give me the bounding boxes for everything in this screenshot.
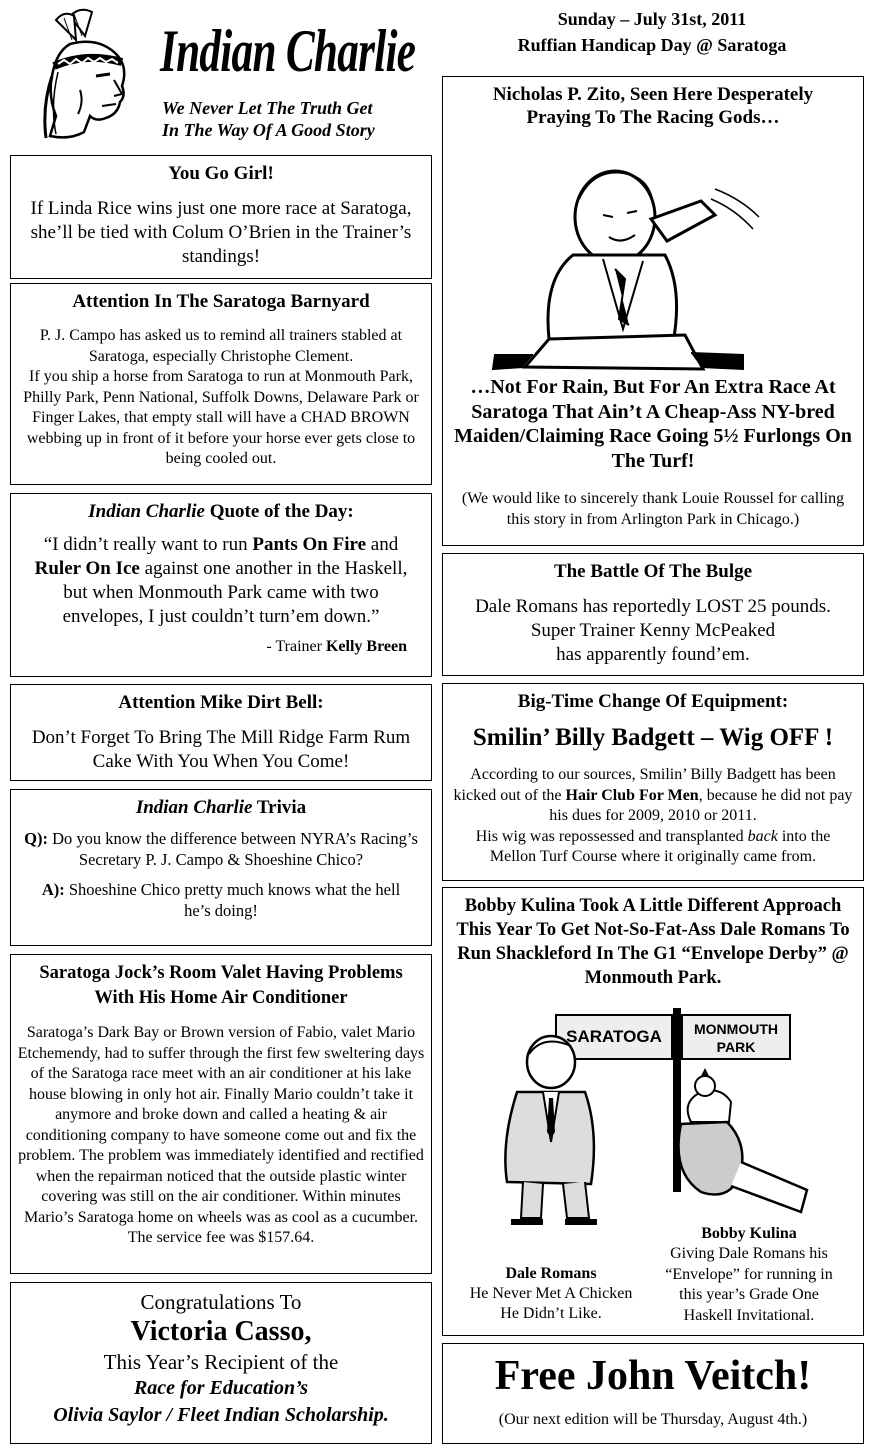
sign-monmouth-line2: PARK [716,1039,756,1055]
congrats-line1: Congratulations To [140,1290,302,1314]
badgett-body-3: His wig was repossessed and transplanted [475,827,748,845]
masthead-title: Indian Charlie [160,18,416,84]
trivia-a-label: A): [41,880,65,899]
quote-part1: “I didn’t really want to run [43,534,253,555]
issue-date: Sunday – July 31st, 2011 [557,9,747,29]
quote-attribution-name: Kelly Breen [325,638,407,655]
bulge-line3: has apparently found’em. [556,644,750,665]
congrats-line5: Olivia Saylor / Fleet Indian Scholarship. [53,1404,389,1426]
badgett-body-wig [451,827,855,868]
dale-romans-figure [481,1032,631,1232]
kulina-cartoon [451,1002,855,1232]
veitch-box [442,1343,864,1444]
quote-horse-1: Pants On Fire [252,534,367,555]
masthead-motto-line1: We Never Let The Truth Get [162,98,373,118]
sign-saratoga-label: SARATOGA [566,1027,662,1046]
barnyard-box [10,283,432,485]
quote-part3: against one another in the Haskell, but when Monmouth Park came with two envelopes, I just couldn’t turn’em down.” [62,558,408,627]
quote-title-italic: Indian Charlie [88,501,205,522]
sign-monmouth [681,1014,791,1060]
zito-box [442,76,864,546]
kulina-box [442,887,864,1336]
romans-caption-block [453,1264,649,1324]
zito-praying-cartoon [453,129,853,375]
quote-attribution-prefix: - Trainer [266,638,326,655]
trivia-question [19,829,423,870]
zito-thanks: (We would like to sincerely thank Louie Roussel for calling this story in from Arlington Park in Chicago.) [461,490,845,528]
congrats-line3: This Year’s Recipient of the [103,1350,339,1374]
mike-bell-body: Don’t Forget To Bring The Mill Ridge Farm Rum Cake With You When You Come! [31,727,411,772]
kulina-title: Bobby Kulina Took A Little Different Approach This Year To Get Not-So-Fat-Ass Dale Romans To Run Shackleford In The G1 “Envelope Derby” @ Monmouth Park. [456,896,850,988]
quote-horse-2: Ruler On Ice [34,558,140,579]
zito-title: Nicholas P. Zito, Seen Here Desperately Praying To The Racing Gods… [492,84,814,128]
you-go-girl-title: You Go Girl! [168,163,274,184]
quote-box [10,493,432,677]
congrats-box [10,1282,432,1444]
congrats-line4: Race for Education’s [133,1377,309,1399]
bulge-line1: Dale Romans has reportedly LOST 25 pounds. [475,596,831,617]
you-go-girl-box [10,155,432,279]
badgett-back: back [747,827,778,845]
quote-text [23,533,419,629]
badgett-title: Big-Time Change Of Equipment: [517,691,789,712]
mike-bell-box [10,684,432,781]
trivia-q-label: Q): [24,829,48,848]
valet-box [10,954,432,1274]
badgett-box [442,683,864,881]
issue-event: Ruffian Handicap Day @ Saratoga [517,35,787,55]
you-go-girl-body: If Linda Rice wins just one more race at Saratoga, she’ll be tied with Colum O’Brien in the Trainer’s standings! [30,198,412,267]
veitch-headline: Free John Veitch! [494,1353,812,1399]
trivia-title-rest: Trivia [252,797,307,818]
quote-attribution [23,637,419,658]
barnyard-p1: P. J. Campo has asked us to remind all trainers stabled at Saratoga, especially Christophe Clement. [39,327,403,365]
sign-monmouth-line1: MONMOUTH [694,1021,778,1037]
kulina-caption-block [649,1224,849,1326]
masthead-logo-icon [30,6,140,148]
bulge-title: The Battle Of The Bulge [553,561,753,582]
badgett-body-1: According to our sources, Smilin’ Billy Badgett has been kicked out of the [453,766,836,804]
barnyard-title: Attention In The Saratoga Barnyard [72,291,370,312]
kulina-caption: Giving Dale Romans his “Envelope” for running in this year’s Grade One Haskell Invitational. [665,1245,833,1324]
quote-part2: and [366,534,399,555]
badgett-body-2: , because he did not pay his dues for 2009, 2010 or 2011. [549,786,853,824]
veitch-note: (Our next edition will be Thursday, August 4th.) [498,1411,808,1428]
romans-name: Dale Romans [505,1265,597,1282]
quote-title-rest: Quote of the Day: [204,501,354,522]
romans-caption: He Never Met A Chicken He Didn’t Like. [469,1285,633,1322]
trivia-answer [19,880,423,921]
kulina-name: Bobby Kulina [701,1225,797,1242]
trivia-box [10,789,432,946]
barnyard-p2: If you ship a horse from Saratoga to run at Monmouth Park, Philly Park, Penn National, Suffolk Downs, Delaware Park or Finger Lakes, that empty stall will have a CHAD BROWN webbing up in front of it before your horse ever gets close to being cooled out. [23,368,419,467]
zito-caption: …Not For Rain, But For An Extra Race At Saratoga That Ain’t A Cheap-Ass NY-bred Maiden/Claiming Race Going 5½ Furlongs On The Turf! [454,376,852,472]
chicken-envelope-figure [661,1062,811,1222]
valet-body: Saratoga’s Dark Bay or Brown version of Fabio, valet Mario Etchemendy, had to suffer through the first few sweltering days of the Saratoga race meet with an air conditioner at his lake house blowing in only hot air. Finally Mario couldn’t take it anymore and broke down and called a heating & air conditioning company to have someone come out and fix the problem. The problem was immediately identified and rectified when the repairman noticed that the outside plastic winter covering was still on the air conditioner. Within minutes Mario’s Saratoga home on wheels was as cool as a cucumber. The service fee was $157.64. [17,1024,425,1246]
mike-bell-title: Attention Mike Dirt Bell: [118,692,324,713]
trivia-q-text: Do you know the difference between NYRA’s Racing’s Secretary P. J. Campo & Shoeshine Chico? [47,829,418,869]
badgett-headline: Smilin’ Billy Badgett – Wig OFF ! [472,724,834,751]
masthead-motto-line2: In The Way Of A Good Story [162,120,375,140]
badgett-hair-club: Hair Club For Men [565,786,699,804]
quote-title [23,500,419,523]
trivia-a-text: Shoeshine Chico pretty much knows what the hell he’s doing! [64,880,401,920]
valet-title: Saratoga Jock’s Room Valet Having Problems With His Home Air Conditioner [39,963,403,1008]
congrats-name: Victoria Casso, [130,1316,312,1347]
bulge-box [442,553,864,676]
trivia-title-italic: Indian Charlie [135,797,253,818]
bulge-line2: Super Trainer Kenny McPeaked [530,620,776,641]
badgett-body [451,765,855,827]
trivia-title [19,796,423,819]
badgett-body-4: into the Mellon Turf Course where it originally came from. [489,827,831,865]
